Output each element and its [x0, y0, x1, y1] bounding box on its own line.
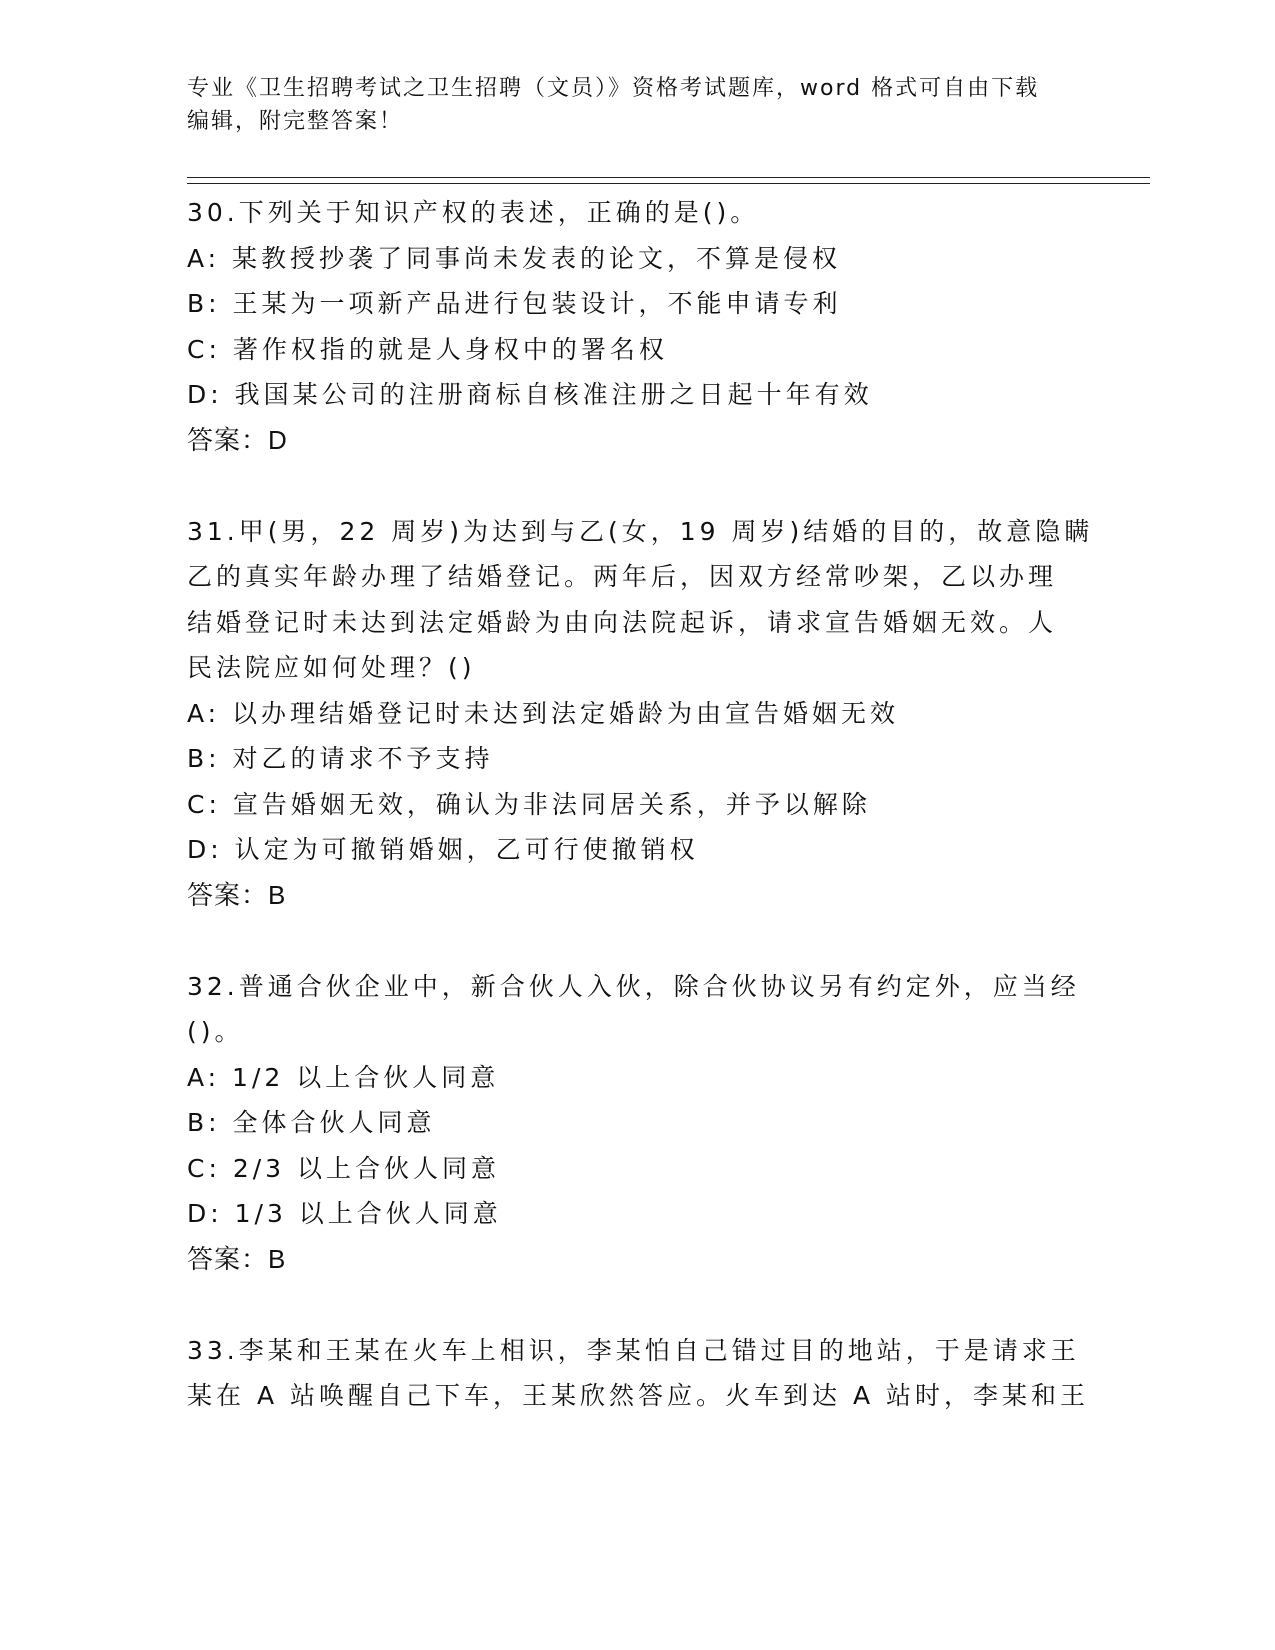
question-block	[187, 509, 1094, 919]
answer-option: A: 以办理结婚登记时未达到法定婚龄为由宣告婚姻无效	[187, 698, 900, 728]
answer-option: D: 认定为可撤销婚姻，乙可行使撤销权	[187, 835, 699, 864]
question-block	[187, 1328, 1087, 1419]
answer-option: B: 全体合伙人同意	[187, 1108, 436, 1137]
header-line-2: 编辑，附完整答案！	[187, 109, 404, 134]
document-header	[187, 72, 1067, 138]
question-stem-continued: 乙的真实年龄办理了结婚登记。两年后，因双方经常吵架，乙以办理	[187, 562, 1058, 591]
question-block	[187, 964, 1087, 1283]
question-separator	[187, 463, 1087, 509]
question-stem-continued: 某在 A 站唤醒自己下车，王某欣然答应。火车到达 A 站时，李某和王	[187, 1381, 1089, 1410]
question-stem: 31.甲(男，22 周岁)为达到与乙(女，19 周岁)结婚的目的，故意隐瞒	[187, 516, 1094, 546]
question-stem-continued: 民法院应如何处理？()	[187, 653, 476, 682]
answer-option: B: 对乙的请求不予支持	[187, 744, 494, 773]
question-stem: 33.李某和王某在火车上相识，李某怕自己错过目的地站，于是请求王	[187, 1335, 1080, 1365]
header-divider-top	[187, 177, 1150, 178]
answer-option: A: 1/2 以上合伙人同意	[187, 1062, 500, 1092]
question-separator	[187, 1282, 1087, 1328]
answer-option: A: 某教授抄袭了同事尚未发表的论文，不算是侵权	[187, 243, 842, 273]
question-stem: 30.下列关于知识产权的表述，正确的是()。	[187, 198, 760, 227]
answer-option: D: 我国某公司的注册商标自核准注册之日起十年有效	[187, 380, 873, 409]
question-stem: 32.普通合伙企业中，新合伙人入伙，除合伙协议另有约定外，应当经	[187, 971, 1080, 1001]
answer-key: 答案：B	[187, 1243, 287, 1274]
question-separator	[187, 918, 1087, 964]
answer-option: D: 1/3 以上合伙人同意	[187, 1199, 502, 1228]
answer-option: C: 2/3 以上合伙人同意	[187, 1153, 501, 1183]
answer-key: 答案：B	[187, 879, 287, 910]
answer-option: B: 王某为一项新产品进行包装设计，不能申请专利	[187, 289, 842, 318]
header-divider-bottom	[187, 183, 1150, 184]
answer-option: C: 宣告婚姻无效，确认为非法同居关系，并予以解除	[187, 789, 871, 819]
question-block	[187, 190, 1087, 463]
header-line-1: 专业《卫生招聘考试之卫生招聘（文员）》资格考试题库，word 格式可自由下载	[187, 76, 1040, 101]
answer-option: C: 著作权指的就是人身权中的署名权	[187, 334, 668, 364]
question-stem-continued: ()。	[187, 1017, 244, 1046]
question-list	[187, 190, 1094, 1419]
question-stem-continued: 结婚登记时未达到法定婚龄为由向法院起诉，请求宣告婚姻无效。人	[187, 607, 1058, 637]
answer-key: 答案：D	[187, 424, 288, 455]
